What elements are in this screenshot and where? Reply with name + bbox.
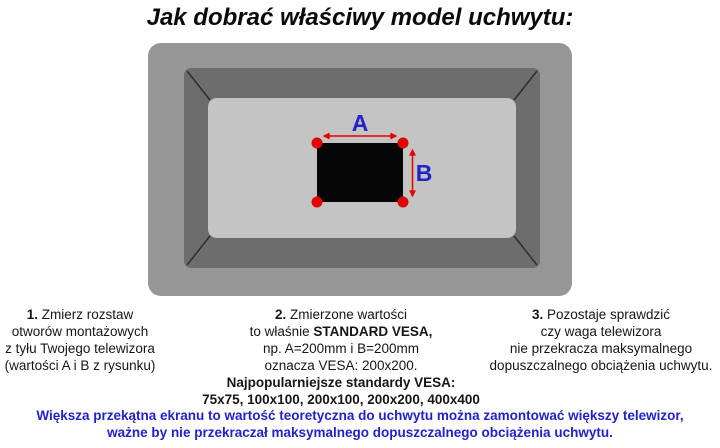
step-line: otworów montażowych <box>11 324 149 339</box>
step-number: 2. <box>274 307 287 322</box>
vesa-standard-emphasis: STANDARD VESA, <box>313 324 433 339</box>
step-line: oznacza VESA: 200x200. <box>264 358 418 373</box>
step-2-instructions <box>190 306 492 408</box>
footer-line: Większa przekątna ekranu to wartość teoretyczna do uchwytu można zamontować większy telewizor, <box>36 408 684 423</box>
step-line <box>190 306 492 323</box>
step-line: nie przekracza maksymalnego <box>509 341 693 356</box>
step-text: Zmierz rozstaw <box>38 307 134 322</box>
step-line: z tyłu Twojego telewizora <box>5 341 155 356</box>
dimension-label-b: B <box>415 160 433 186</box>
step-line: np. A=200mm i B=200mm <box>262 341 420 356</box>
step-line: dopuszczalnego obciążenia uchwytu. <box>489 358 713 373</box>
footer-note <box>0 407 720 441</box>
vesa-hole-marker <box>398 197 409 208</box>
vesa-hole-marker <box>312 197 323 208</box>
step-line: czy waga telewizora <box>540 324 662 339</box>
vesa-plate <box>317 143 403 202</box>
tv-back-diagram <box>0 40 720 300</box>
footer-line: ważne by nie przekraczał maksymalnego dopuszczalnego obciążenia uchwytu. <box>107 425 613 440</box>
step-line <box>486 306 716 323</box>
step-number: 1. <box>26 307 38 322</box>
step-text: Pozostaje sprawdzić <box>543 307 671 322</box>
vesa-hole-marker <box>398 138 409 149</box>
step-3-instructions <box>486 306 716 374</box>
step-text: Zmierzone wartości <box>286 307 408 322</box>
page-title: Jak dobrać właściwy model uchwytu: <box>146 4 574 31</box>
step-1-instructions <box>0 306 160 374</box>
step-line <box>0 306 160 323</box>
step-line <box>190 323 492 340</box>
dimension-label-a: A <box>351 110 369 136</box>
vesa-hole-marker <box>312 138 323 149</box>
step-line: (wartości A i B z rysunku) <box>4 358 156 373</box>
step-number: 3. <box>531 307 544 322</box>
step-text: to właśnie <box>249 324 314 339</box>
vesa-standards-list: 75x75, 100x100, 200x100, 200x200, 400x400 <box>202 392 480 407</box>
vesa-standards-heading: Najpopularniejsze standardy VESA: <box>226 375 456 390</box>
